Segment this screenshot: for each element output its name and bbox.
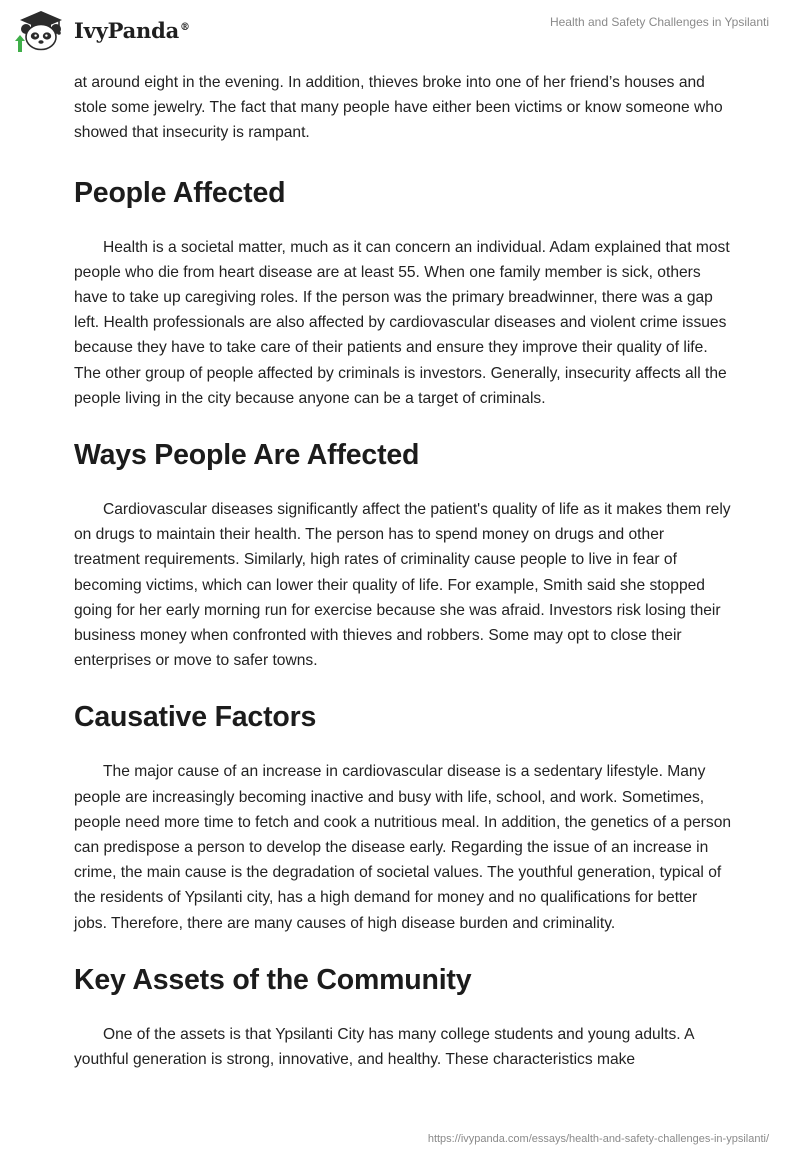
section-paragraph-causative-factors: The major cause of an increase in cardiovascular disease is a sedentary lifestyle. Many people are increasingly becoming inactive and busy with life, school, and work. Sometimes, people need more time to fetch and cook a nutritious meal. In addition, the genetics of a person can predispose a person to develop the disease early. Regarding the issue of an increase in crime, the main cause is the degradation of societal values. The youthful generation, typical of the residents of Ypsilanti city, has a high demand for money and no qualifications for better jobs. Therefore, there are many causes of high disease burden and criminality. [74, 763, 732, 932]
section-heading-key-assets: Key Assets of the Community [74, 963, 472, 996]
source-url[interactable]: https://ivypanda.com/essays/health-and-safety-challenges-in-ypsilanti/ [427, 1133, 769, 1145]
section-paragraph-key-assets: One of the assets is that Ypsilanti City has many college students and young adults. A youthful generation is strong, innovative, and healthy. These characteristics make [74, 1025, 694, 1069]
panda-graduate-icon [14, 8, 68, 52]
section-heading-causative-factors: Causative Factors [74, 701, 317, 734]
section-heading-ways-affected: Ways People Are Affected [74, 439, 420, 472]
ivypanda-logo[interactable] [14, 8, 190, 52]
section-heading-people-affected: People Affected [74, 176, 286, 209]
registered-mark: ® [180, 21, 190, 33]
logo-wordmark: IvyPanda® [74, 17, 190, 43]
page-header [0, 0, 800, 70]
section-paragraph-ways-affected: Cardiovascular diseases significantly affect the patient's quality of life as it makes them rely on drugs to maintain their health. The person has to spend money on drugs and other treatment requirements. Similarly, high rates of criminality cause people to live in fear of becoming victims, which can lower their quality of life. For example, Smith said she stopped going for her early morning run for exercise because she was afraid. Investors risk losing their business money when confronted with thieves and robbers. Some may opt to close their enterprises or move to safer towns. [74, 501, 731, 670]
section-paragraph-people-affected: Health is a societal matter, much as it can concern an individual. Adam explained that most people who die from heart disease are at least 55. When one family member is sick, others have to take up caregiving roles. If the person was the primary breadwinner, there was a gap left. Health professionals are also affected by cardiovascular diseases and violent crime issues because they have to take care of their patients and ensure they improve their quality of life. The other group of people affected by criminals is investors. Generally, insecurity affects all the people living in the city because anyone can be a target of criminals. [74, 238, 730, 407]
essay-content [74, 70, 734, 1072]
intro-paragraph: at around eight in the evening. In addition, thieves broke into one of her friend’s houses and stole some jewelry. The fact that many people have either been victims or know someone who showed that insecurity is rampant. [74, 74, 723, 142]
document-title: Health and Safety Challenges in Ypsilanti [549, 15, 769, 29]
